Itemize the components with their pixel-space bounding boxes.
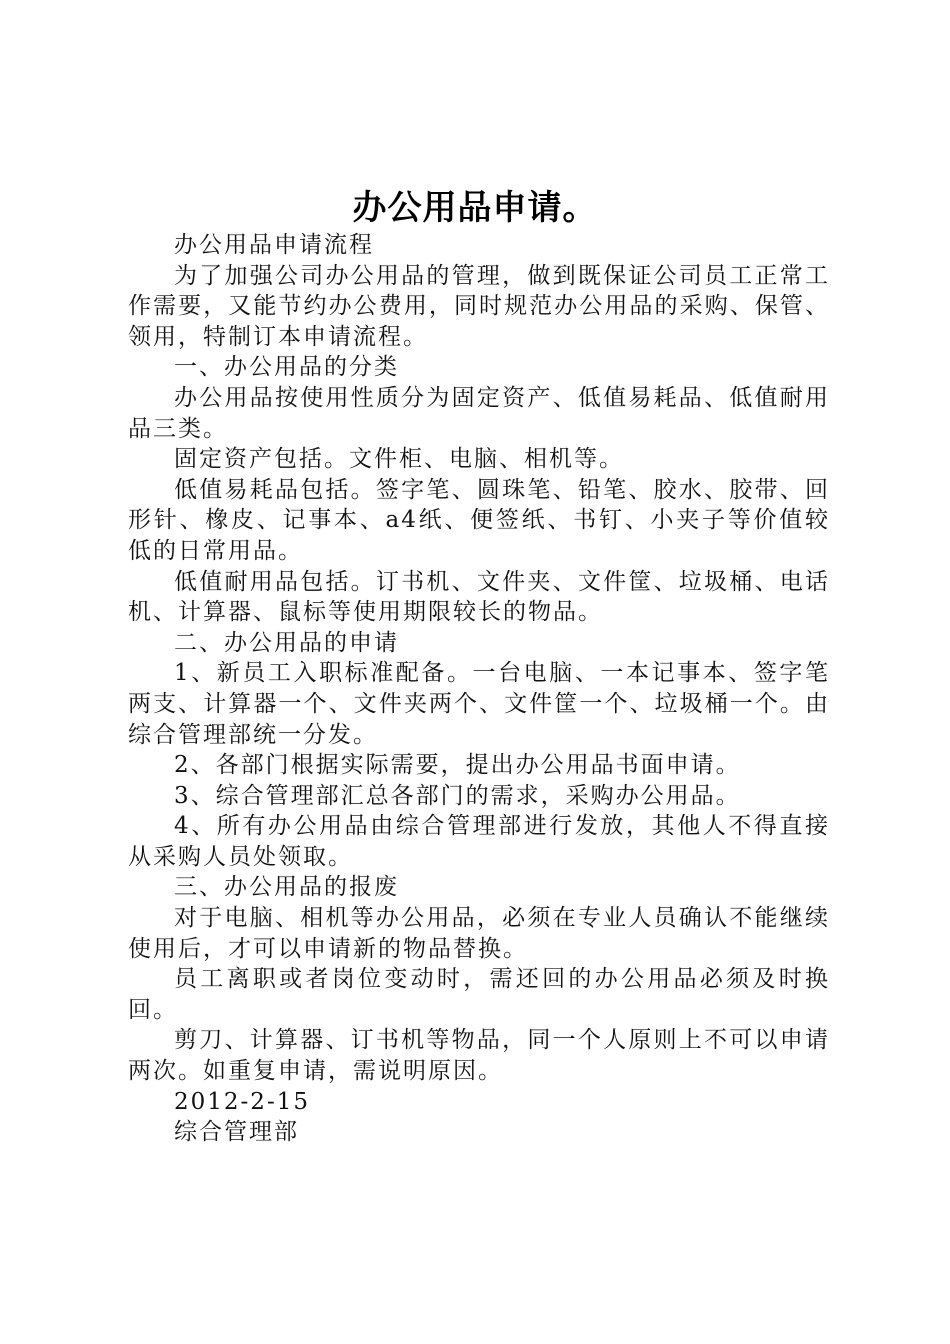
- section-heading-classification: 一、办公用品的分类: [174, 354, 399, 381]
- document-date: 2012-2-15: [174, 1088, 310, 1115]
- fixed-assets-paragraph: 固定资产包括。文件柜、电脑、相机等。: [174, 446, 624, 473]
- section-heading-application: 二、办公用品的申请: [174, 629, 399, 656]
- consumables-paragraph: 低值易耗品包括。签字笔、圆珠笔、铅笔、胶水、胶带、回形针、橡皮、记事本、a4纸、便签纸、书钉、小夹子等价值较低的日常用品。: [128, 476, 830, 564]
- section-heading-disposal: 三、办公用品的报废: [174, 874, 399, 901]
- disposal-paragraph-3: 剪刀、计算器、订书机等物品，同一个人原则上不可以申请两次。如重复申请，需说明原因。: [128, 1027, 830, 1085]
- document-title: 办公用品申请。: [352, 188, 598, 228]
- application-item-4: 4、所有办公用品由综合管理部进行发放，其他人不得直接从采购人员处领取。: [128, 813, 830, 870]
- application-item-2: 2、各部门根据实际需要，提出办公用品书面申请。: [174, 752, 741, 779]
- durables-paragraph: 低值耐用品包括。订书机、文件夹、文件筐、垃圾桶、电话机、计算器、鼠标等使用期限较长的物品。: [128, 568, 830, 626]
- intro-paragraph: 为了加强公司办公用品的管理，做到既保证公司员工正常工作需要，又能节约办公费用，同时规范办公用品的采购、保管、领用，特制订本申请流程。: [128, 262, 830, 350]
- application-item-3: 3、综合管理部汇总各部门的需求，采购办公用品。: [174, 782, 741, 809]
- disposal-paragraph-2: 员工离职或者岗位变动时，需还回的办公用品必须及时换回。: [128, 966, 830, 1023]
- document-body: [128, 230, 830, 1148]
- application-item-1: 1、新员工入职标准配备。一台电脑、一本记事本、签字笔两支、计算器一个、文件夹两个、文件筐一个、垃圾桶一个。由综合管理部统一分发。: [128, 660, 830, 748]
- classification-paragraph: 办公用品按使用性质分为固定资产、低值易耗品、低值耐用品三类。: [128, 384, 830, 442]
- document-department: 综合管理部: [174, 1119, 299, 1146]
- disposal-paragraph-1: 对于电脑、相机等办公用品，必须在专业人员确认不能继续使用后，才可以申请新的物品替换。: [128, 905, 830, 962]
- subtitle-process: 办公用品申请流程: [174, 232, 374, 258]
